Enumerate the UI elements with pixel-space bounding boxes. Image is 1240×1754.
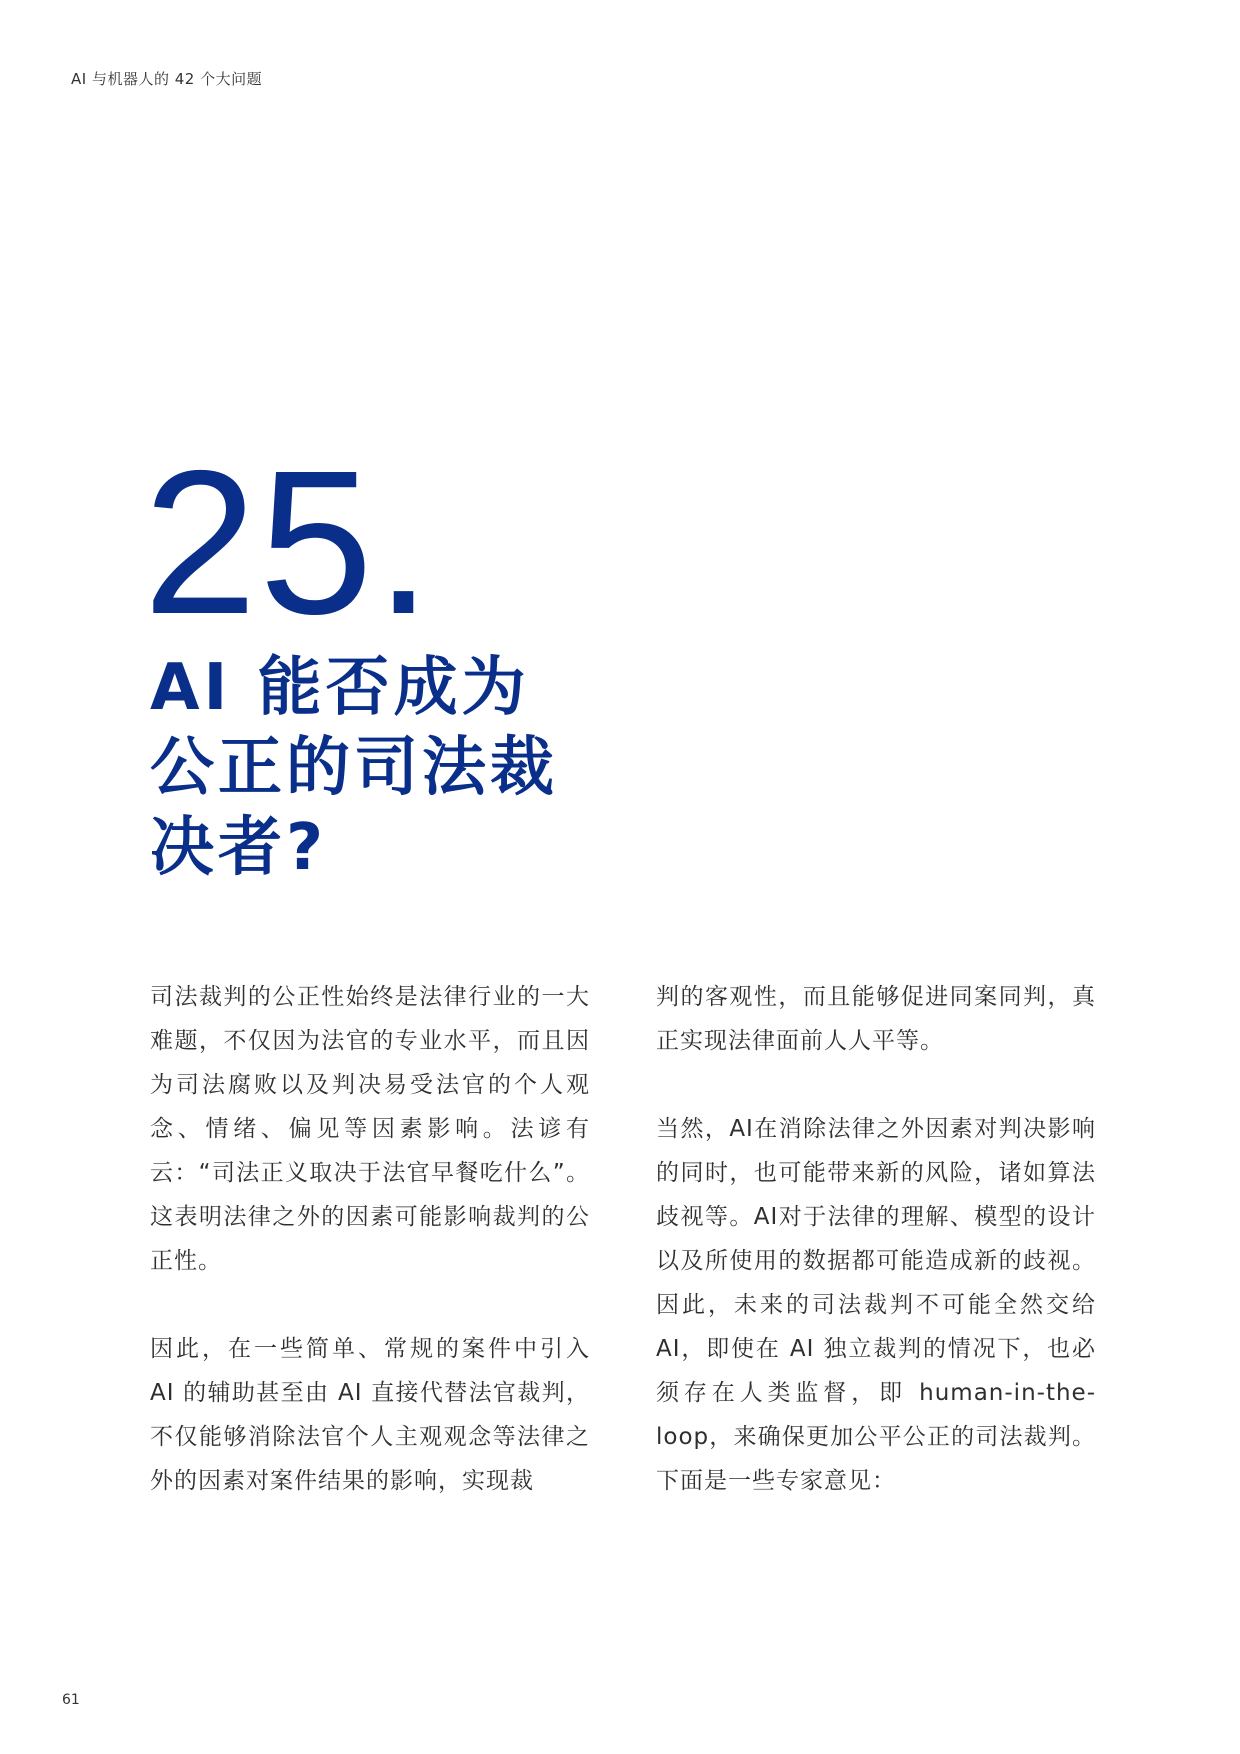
page-number: 61 bbox=[62, 1692, 80, 1708]
body-paragraph: 因此，在一些简单、常规的案件中引入 AI 的辅助甚至由 AI 直接代替法官裁判，不仅能够消除法官个人主观观念等法律之外的因素对案件结果的影响，实现裁 bbox=[150, 1336, 590, 1494]
chapter-number: 25. bbox=[143, 428, 434, 657]
body-column-left bbox=[150, 975, 590, 1547]
running-header: AI 与机器人的 42 个大问题 bbox=[71, 70, 263, 88]
body-paragraph: 判的客观性，而且能够促进同案同判，真正实现法律面前人人平等。 bbox=[656, 984, 1096, 1054]
body-paragraph: 司法裁判的公正性始终是法律行业的一大难题，不仅因为法官的专业水平，而且因为司法腐败以及判决易受法官的个人观念、情绪、偏见等因素影响。法谚有云：“司法正义取决于法官早餐吃什么”。这表明法律之外的因素可能影响裁判的公正性。 bbox=[150, 984, 590, 1274]
body-column-right bbox=[656, 975, 1096, 1547]
body-paragraph: 当然，AI在消除法律之外因素对判决影响的同时，也可能带来新的风险，诸如算法歧视等。AI对于法律的理解、模型的设计以及所使用的数据都可能造成新的歧视。因此，未来的司法裁判不可能全然交给 AI，即使在 AI 独立裁判的情况下，也必须存在人类监督，即 human-in-the-loop，来确保更加公平公正的司法裁判。下面是一些专家意见： bbox=[656, 1116, 1096, 1494]
chapter-title: AI 能否成为公正的司法裁决者? bbox=[150, 651, 558, 885]
